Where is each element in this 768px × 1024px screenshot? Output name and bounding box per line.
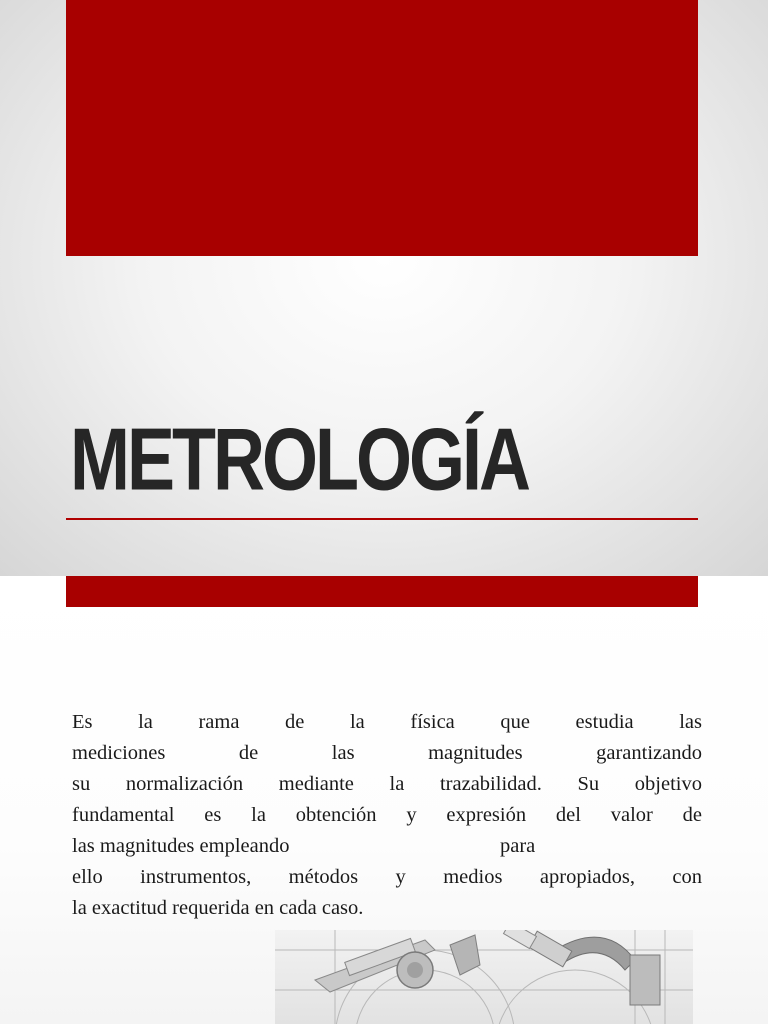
paragraph-line: su normalización mediante la trazabilidad. Su objetivo (72, 773, 702, 795)
paragraph-line: mediciones de las magnitudes garantizando (72, 742, 702, 764)
paragraph-line: fundamental es la obtención y expresión del valor de (72, 804, 702, 826)
content-slide (0, 576, 768, 1024)
definition-paragraph (72, 707, 702, 924)
top-red-banner (66, 0, 698, 256)
paragraph-line: ello instrumentos, métodos y medios apropiados, con (72, 866, 702, 888)
title-underline (66, 518, 698, 520)
paragraph-line: Es la rama de la física que estudia las (72, 711, 702, 733)
slide-title: METROLOGÍA (70, 411, 528, 509)
paragraph-line-start: las magnitudes empleando (72, 835, 290, 857)
paragraph-line: la exactitud requerida en cada caso. (72, 897, 364, 919)
paragraph-line-split (72, 831, 702, 862)
measuring-instruments-photo-icon (275, 930, 693, 1024)
content-red-banner (66, 576, 698, 607)
paragraph-line-end: para (500, 835, 536, 857)
